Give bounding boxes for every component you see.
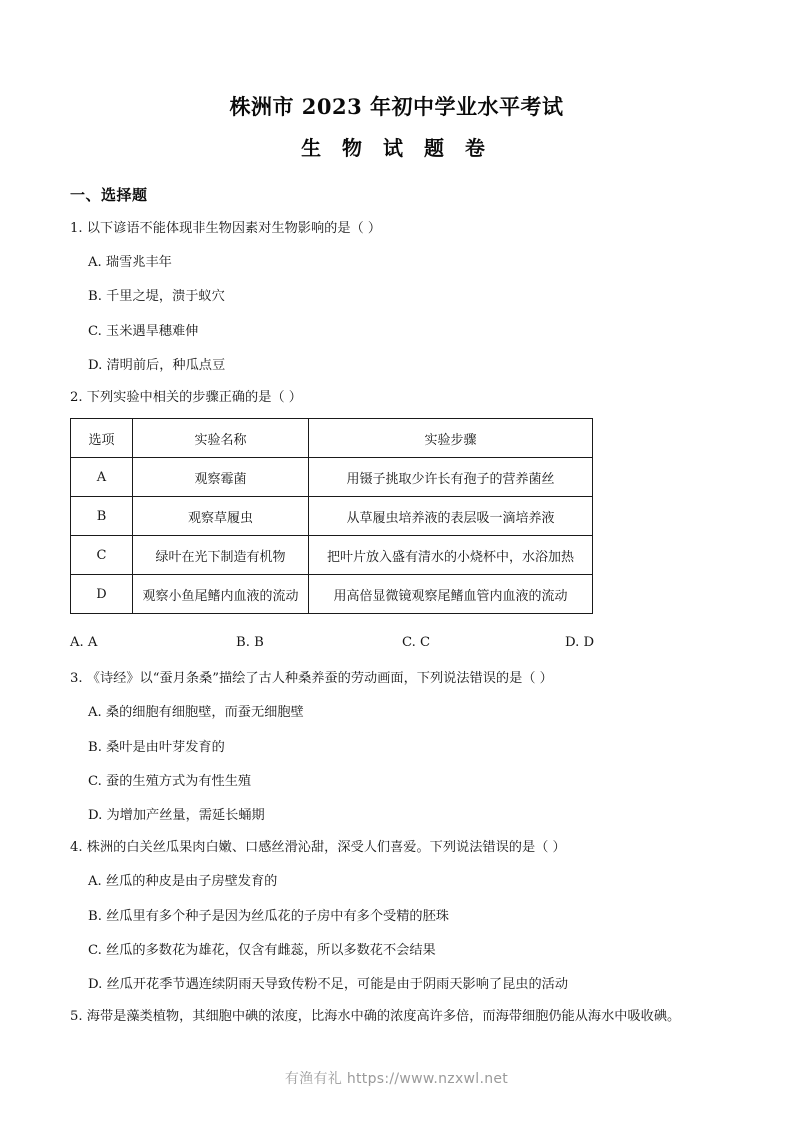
table-header-name: 实验名称 xyxy=(133,419,309,458)
option-3-b[interactable]: B. 桑叶是由叶芽发育的 xyxy=(88,739,225,755)
table-cell-option-c: C xyxy=(71,536,133,575)
experiment-table xyxy=(70,418,593,614)
table-cell-name-c: 绿叶在光下制造有机物 xyxy=(133,536,309,575)
question-block-5 xyxy=(70,991,723,1023)
question-stem-4: 4. 株洲的白关丝瓜果肉白嫩、口感丝滑沁甜，深受人们喜爱。下列说法错误的是（ ） xyxy=(70,840,566,856)
table-cell-option-b: B xyxy=(71,497,133,536)
table-cell-option-a: A xyxy=(71,458,133,497)
option-2-a[interactable]: A. A xyxy=(70,635,98,651)
table-header-step: 实验步骤 xyxy=(309,419,593,458)
table-cell-step-c: 把叶片放入盛有清水的小烧杯中，水浴加热 xyxy=(309,536,593,575)
question-block-4 xyxy=(70,822,723,991)
question-stem-2: 2. 下列实验中相关的步骤正确的是（ ） xyxy=(70,390,302,406)
experiment-table-wrapper xyxy=(70,404,723,614)
table-cell-step-a: 用镊子挑取少许长有孢子的营养菌丝 xyxy=(309,458,593,497)
table-row xyxy=(71,536,593,575)
table-cell-name-b: 观察草履虫 xyxy=(133,497,309,536)
table-row xyxy=(71,458,593,497)
question-block-2 xyxy=(70,372,723,653)
section-heading-multiple-choice: 一、选择题 xyxy=(70,186,148,204)
page-subtitle: 生 物 试 题 卷 xyxy=(301,136,492,160)
option-1-b[interactable]: B. 千里之堤，溃于蚁穴 xyxy=(88,289,225,305)
question-block-1 xyxy=(70,203,723,372)
table-row xyxy=(71,497,593,536)
question-stem-1: 1. 以下谚语不能体现非生物因素对生物影响的是（ ） xyxy=(70,221,382,236)
option-4-c[interactable]: C. 丝瓜的多数花为雄花，仅含有雌蕊，所以多数花不会结果 xyxy=(88,942,436,958)
option-4-b[interactable]: B. 丝瓜里有多个种子是因为丝瓜花的子房中有多个受精的胚珠 xyxy=(88,908,449,924)
option-3-d[interactable]: D. 为增加产丝量，需延长蛹期 xyxy=(88,808,265,824)
option-2-c[interactable]: C. C xyxy=(402,635,431,651)
table-header-option: 选项 xyxy=(71,419,133,458)
table-cell-name-a: 观察霉菌 xyxy=(133,458,309,497)
question-options-3 xyxy=(70,685,723,822)
table-cell-step-b: 从草履虫培养液的表层吸一滴培养液 xyxy=(309,497,593,536)
page-title: 株洲市 2023 年初中学业水平考试 xyxy=(229,94,564,119)
question-stem-3: 3. 《诗经》以“蚕月条桑”描绘了古人种桑养蚕的劳动画面，下列说法错误的是（ ） xyxy=(70,671,553,687)
question-options-2 xyxy=(70,614,723,653)
option-1-c[interactable]: C. 玉米遇旱穗难伸 xyxy=(88,323,199,339)
table-header-row xyxy=(71,419,593,458)
option-4-d[interactable]: D. 丝瓜开花季节遇连续阴雨天导致传粉不足，可能是由于阴雨天影响了昆虫的活动 xyxy=(88,977,569,993)
footer-watermark: 有渔有礼 https://www.nzxwl.net xyxy=(284,1071,509,1087)
option-1-d[interactable]: D. 清明前后，种瓜点豆 xyxy=(88,357,226,373)
option-3-c[interactable]: C. 蚕的生殖方式为有性生殖 xyxy=(88,773,252,789)
table-cell-step-d: 用高倍显微镜观察尾鳍血管内血液的流动 xyxy=(309,575,593,614)
question-options-1 xyxy=(70,235,723,372)
question-block-3 xyxy=(70,653,723,822)
option-4-a[interactable]: A. 丝瓜的种皮是由子房壁发育的 xyxy=(88,874,278,890)
question-options-4 xyxy=(70,854,723,991)
question-stem-5: 5. 海带是藻类植物，其细胞中碘的浓度，比海水中确的浓度高许多倍，而海带细胞仍能从海水中吸收碘。 xyxy=(70,1009,681,1025)
table-cell-name-d: 观察小鱼尾鳍内血液的流动 xyxy=(133,575,309,614)
option-1-a[interactable]: A. 瑞雪兆丰年 xyxy=(88,255,172,271)
option-2-b[interactable]: B. B xyxy=(236,635,264,651)
table-row xyxy=(71,575,593,614)
option-2-d[interactable]: D. D xyxy=(565,635,595,651)
table-cell-option-d: D xyxy=(71,575,133,614)
option-3-a[interactable]: A. 桑的细胞有细胞壁，而蚕无细胞壁 xyxy=(88,705,304,721)
